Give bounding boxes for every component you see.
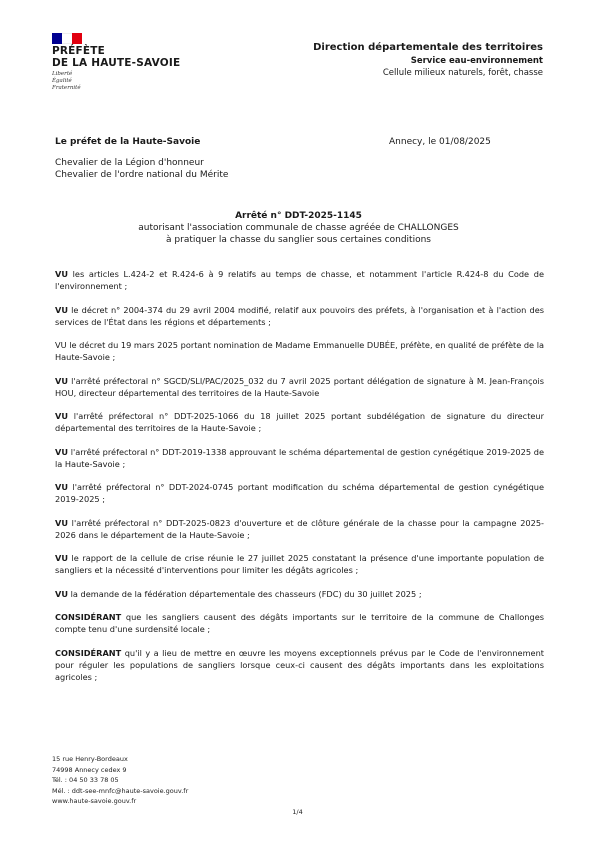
cellule-name: Cellule milieux naturels, forêt, chasse	[382, 68, 543, 78]
footer-phone: Tél. : 04 50 33 78 05	[52, 776, 119, 784]
paragraph-vu-3: VU le décret du 19 mars 2025 portant nomination de Madame Emmanuelle DUBÉE, préfète, en qualité de préfète de la Haute-Savoie ;	[55, 340, 544, 362]
paragraph-vu-5: VU l'arrêté préfectoral n° DDT-2025-1066 du 18 juillet 2025 portant subdélégation de signature du directeur départemental des territoires de la Haute-Savoie ;	[55, 411, 544, 433]
motto-liberte: Liberté	[52, 71, 73, 77]
arrete-subject-line2: à pratiquer la chasse du sanglier sous certaines conditions	[166, 235, 431, 245]
paragraph-considerant-2: CONSIDÉRANT qu'il y a lieu de mettre en œuvre les moyens exceptionnels prévus par le Code de l'environnement pour réguler les populations de sangliers lorsque ceux-ci causent des dégâts importants dans les exploitations agricoles ;	[55, 647, 544, 682]
document-body	[55, 268, 544, 694]
paragraph-vu-6: VU l'arrêté préfectoral n° DDT-2019-1338 approuvant le schéma départemental de gestion cynégétique 2019-2025 de la Haute-Savoie ;	[55, 446, 544, 469]
footer-email: Mél. : ddt-see-mnfc@haute-savoie.gouv.fr	[52, 786, 189, 795]
republic-flag-logo	[52, 33, 82, 44]
paragraph-considerant-1: CONSIDÉRANT que les sangliers causent des dégâts importants sur le territoire de la commune de Challonges compte tenu d'une surdensité locale ;	[55, 612, 544, 634]
signatory: Le préfet de la Haute-Savoie	[55, 137, 201, 147]
issuing-office	[313, 41, 543, 79]
direction-name: Direction départementale des territoires	[313, 42, 543, 53]
footer-website: www.haute-savoie.gouv.fr	[52, 797, 137, 805]
arrete-heading	[55, 210, 542, 246]
paragraph-vu-10: VU la demande de la fédération départementale des chasseurs (FDC) du 30 juillet 2025 ;	[55, 588, 422, 599]
footer-city: 74998 Annecy cedex 9	[52, 765, 127, 774]
service-name: Service eau-environnement	[410, 56, 543, 66]
paragraph-vu-7: VU l'arrêté préfectoral n° DDT-2024-0745 portant modification du schéma départemental de gestion cynégétique 2019-2025 ;	[55, 482, 544, 504]
logo-title	[52, 45, 180, 69]
motto-fraternite: Fraternité	[52, 85, 81, 91]
document-date: Annecy, le 01/08/2025	[389, 137, 491, 147]
arrete-subject-line1: autorisant l'association communale de chasse agréée de CHALLONGES	[138, 223, 459, 233]
paragraph-vu-9: VU le rapport de la cellule de crise réunie le 27 juillet 2025 constatant la présence d'une importante population de sangliers et la nécessité d'interventions pour limiter les dégâts agricoles ;	[55, 553, 544, 575]
paragraph-vu-4: VU l'arrêté préfectoral n° SGCD/SLI/PAC/2025_032 du 7 avril 2025 portant délégation de signature à M. Jean-François HOU, directeur départemental des territoires de la Haute-Savoie	[55, 375, 544, 398]
signatory-titles	[55, 157, 228, 181]
page-number: 1/4	[292, 808, 303, 816]
footer-street: 15 rue Henry-Bordeaux	[52, 755, 128, 763]
paragraph-vu-8: VU l'arrêté préfectoral n° DDT-2025-0823 d'ouverture et de clôture générale de la chasse pour la campagne 2025-2026 dans le département de la Haute-Savoie ;	[55, 517, 544, 540]
footer-address	[52, 754, 188, 807]
logo-title-line2: DE LA HAUTE-SAVOIE	[52, 57, 181, 69]
title-legion-honneur: Chevalier de la Légion d'honneur	[55, 158, 204, 168]
title-ordre-merite: Chevalier de l'ordre national du Mérite	[55, 170, 229, 180]
logo-title-line1: PRÉFÈTE	[52, 45, 106, 57]
logo-motto	[52, 71, 81, 92]
paragraph-vu-1: VU les articles L.424-2 et R.424-6 à 9 relatifs au temps de chasse, et notamment l'article R.424-8 du Code de l'environnement ;	[55, 269, 544, 291]
motto-egalite: Égalité	[52, 78, 72, 84]
arrete-number: Arrêté n° DDT-2025-1145	[235, 211, 362, 221]
paragraph-vu-2: VU le décret n° 2004-374 du 29 avril 2004 modifié, relatif aux pouvoirs des préfets, à l'organisation et à l'action des services de l'État dans les régions et départements ;	[55, 304, 544, 327]
